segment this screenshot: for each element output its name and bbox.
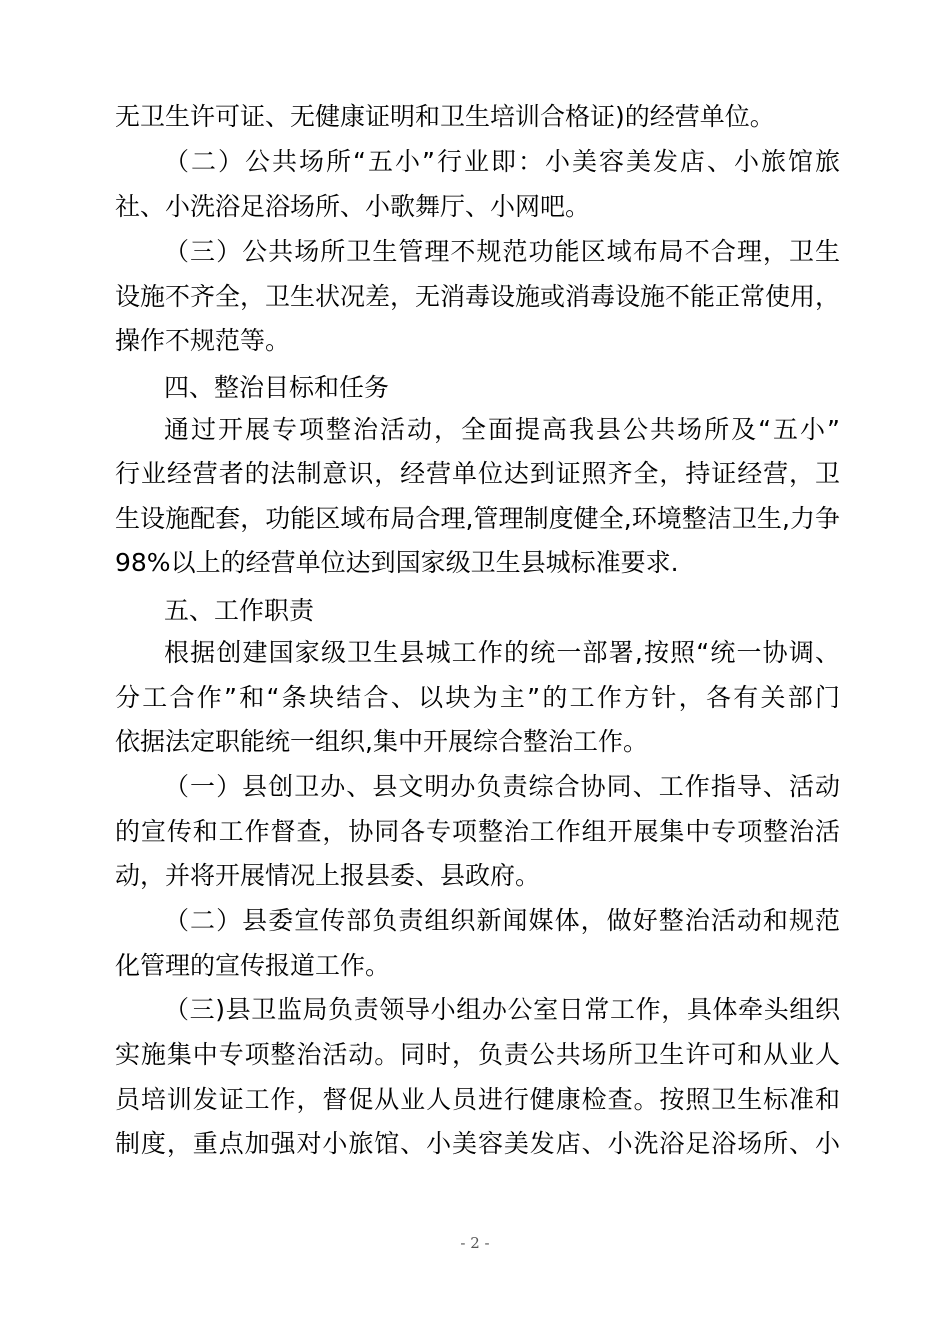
text-line: 生设施配套，功能区域布局合理,管理制度健全,环境整洁卫生,力争	[115, 504, 840, 533]
text-line: （一）县创卫办、县文明办负责综合协同、工作指导、活动	[164, 772, 840, 801]
text-line: 动，并将开展情况上报县委、县政府。	[115, 861, 541, 890]
text-line: 依据法定职能统一组织,集中开展综合整治工作。	[115, 727, 648, 756]
text-line: 分工合作”和“条块结合、以块为主”的工作方针，各有关部门	[115, 683, 840, 712]
page-number: - 2 -	[460, 1234, 490, 1252]
text-line: 通过开展专项整治活动，全面提高我县公共场所及“五小”	[164, 415, 840, 444]
text-line: 化管理的宣传报道工作。	[115, 951, 391, 980]
text-line: 实施集中专项整治活动。同时，负责公共场所卫生许可和从业人	[115, 1040, 840, 1069]
text-line: 操作不规范等。	[115, 326, 291, 355]
text-line: 根据创建国家级卫生县城工作的统一部署,按照“统一协调、	[164, 638, 840, 667]
text-line: 无卫生许可证、无健康证明和卫生培训合格证)的经营单位。	[115, 102, 775, 131]
text-line: 制度，重点加强对小旅馆、小美容美发店、小洗浴足浴场所、小	[115, 1129, 840, 1158]
text-line: （三)县卫监局负责领导小组办公室日常工作，具体牵头组织	[164, 995, 840, 1024]
section-heading: 四、整治目标和任务	[164, 373, 390, 402]
text-line: （二）公共场所“五小”行业即：小美容美发店、小旅馆旅	[164, 147, 840, 176]
text-line: 行业经营者的法制意识，经营单位达到证照齐全，持证经营，卫	[115, 459, 840, 488]
text-line: 员培训发证工作，督促从业人员进行健康检查。按照卫生标准和	[115, 1085, 840, 1114]
text-line: 设施不齐全，卫生状况差，无消毒设施或消毒设施不能正常使用，	[115, 282, 840, 311]
text-line: 社、小洗浴足浴场所、小歌舞厅、小网吧。	[115, 192, 591, 221]
text-line: （二）县委宣传部负责组织新闻媒体，做好整治活动和规范	[164, 906, 840, 935]
text-line: 的宣传和工作督查，协同各专项整治工作组开展集中专项整治活	[115, 817, 840, 846]
text-line: （三）公共场所卫生管理不规范功能区域布局不合理，卫生	[164, 237, 840, 266]
text-line: 98%以上的经营单位达到国家级卫生县城标准要求.	[115, 548, 679, 577]
section-heading: 五、工作职责	[164, 596, 315, 625]
